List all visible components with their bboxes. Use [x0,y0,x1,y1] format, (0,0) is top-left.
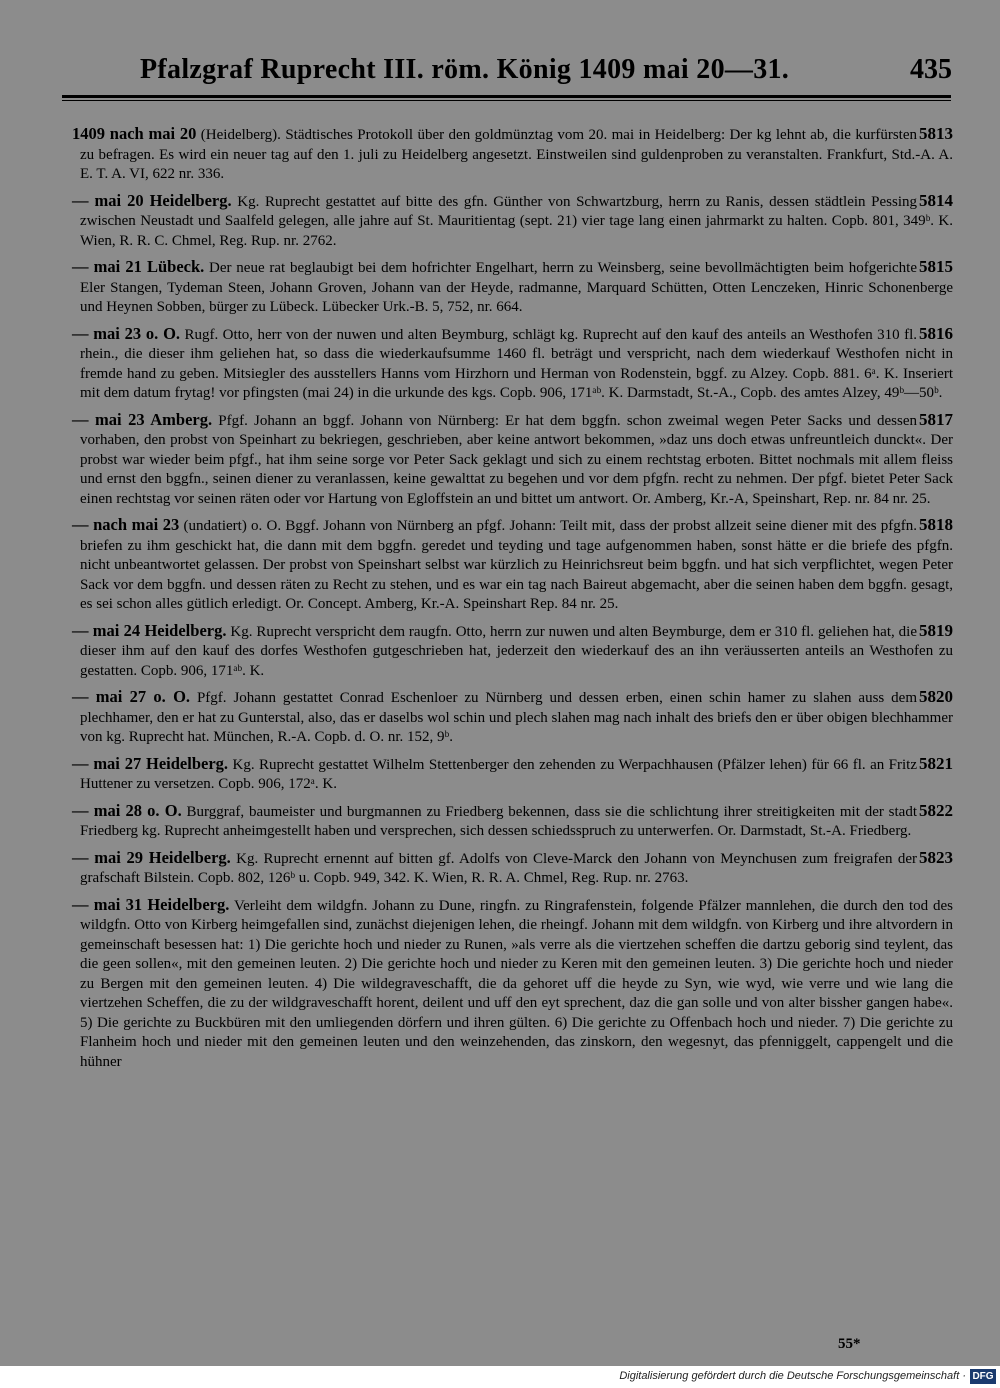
entry-number: 5816 [919,323,953,343]
regest-entry [62,801,953,842]
entry-text: Kg. Ruprecht gestattet auf bitte des gfn. Günther von Schwartzburg, herrn zu Ranis, dessen städtlein Pessing zwischen Neustadt und Saalfeld gelegen, alle jahre auf St. Mauritientag (sept. 21) vier tage lang einen jahrmarkt zu halten. Copb. 801, 349ᵇ. K. Wien, R. R. C. Chmel, Reg. Rup. nr. 2762. [80,193,953,249]
entry-number: 5820 [919,687,953,706]
entry-date-place: — mai 27 Heidelberg. [72,753,229,773]
regest-entry [62,257,953,318]
regest-entry [62,848,953,889]
header-rule-thick [62,95,951,98]
entry-text: Kg. Ruprecht ernennt auf bitten gf. Adolfs von Cleve-Marck den Johann von Meynchusen zum freigrafen der grafschaft Bilstein. Copb. 802, 126ᵇ u. Copb. 949, 342. K. Wien, R. R. A. Chmel, Reg. Rup. nr. 2763. [80,850,917,886]
regest-entry [62,515,953,615]
regest-entry [62,324,953,404]
entry-text: Verleiht dem wildgfn. Johann zu Dune, ringfn. zu Ringrafenstein, folgende Pfälzer mannlehen, die durch den tod des wildgfn. Otto von Kirberg heimgefallen sind, zunächst diejenigen lehen, die rheingf. Johann mit dem wildgfn. von Kirberg und ihre altvordern in gemeinschaft besessen hat: 1) Die gerichte hoch und nieder zu Runen, »als verre als die viertzehen scheffen die dartzu geborig sind teylent, das die geen sollen«, mit den gemeinen leuten. 2) Die gerichte hoch und nieder zu Keren mit den gemeinen leuten. 3) Die gerichte hoch und nieder zu Bergen mit den gemeinen leuten. 4) Die wildegraveschafft, die da gehoret uff die heyde zu Syn, wie wyd, wie verre und wie lang die viertzehen Scheffen, die zu der wildgraveschafft horent, deilent und uff den eyt sprechent, daz die gan solle und von alter bissher gangen habe«. 5) Die gerichte zu Buckbüren mit den umliegenden dörfern und ihren gülten. 6) Die gerichte zu Offenbach hoch und nieder. 7) Die gerichte zu Flanheim hoch und nieder mit den gemeinen leuten und den weinzehenden, das zinskorn, den wegesnyt, das pfenniggelt, cappengelt und die hühner [80,897,953,1070]
regest-entry [62,621,953,682]
regest-list [62,124,953,1078]
entry-text: Pfgf. Johann gestattet Conrad Eschenloer zu Nürnberg und dessen erben, einen schin hamer zu slahen auss dem plechhamer, den er hat zu Gunterstal, also, das er daselbs wol schin und plech slahen mag nach inhalt des briefs den er über obigen blechhammer von kg. Ruprecht hat. München, R.-A. Copb. d. O. nr. 152, 9ᵇ. [80,690,953,745]
entry-date-place: — mai 27 o. O. [72,687,191,706]
entry-number: 5814 [919,190,953,210]
entry-date-place: — mai 21 Lübeck. [72,257,205,276]
entry-number: 5821 [919,753,953,773]
entry-text: (undatiert) o. O. Bggf. Johann von Nürnberg an pfgf. Johann: Teilt mit, dass der probst allzeit seine diener mit des pfgfn. briefen zu ihm geschickt hat, die dann mit dem bggfn. geredet und teyding und tage aufgenommen haben, sonst hätte er die briefe des pfgfn. nicht unbeantwortet gelassen. Der probst von Speinshart selbst war kürzlich zu Heinrichsreut beim bggfn. und hat sich verpflichtet, wegen Peter Sack vor dem bggfn. und dessen räten zu Recht zu stehen, und es war ein tag nach Baireut abgemacht, aber die seinen haben dem bggfn. gesagt, es sei schon alles gütlich erledigt. Or. Concept. Amberg, Kr.-A. Speinshart Rep. 84 nr. 25. [80,518,953,612]
entry-text: (Heidelberg). Städtisches Protokoll über den goldmünztag vom 20. mai in Heidelberg: Der kg lehnt ab, die kurfürsten zu befragen. Es wird ein neuer tag auf den 1. juli zu Heidelberg angesetzt. Einstweilen sind guldenproben zu veranstalten. Frankfurt, Std.-A. A. E. T. A. VI, 622 nr. 336. [80,127,953,182]
entry-date-place: — mai 23 o. O. [72,323,181,343]
footer-credit: Digitalisierung gefördert durch die Deutsche Forschungsgemeinschaft · [619,1370,966,1382]
regest-entry [62,754,953,795]
dfg-logo: DFG [970,1369,996,1384]
entry-text: Kg. Ruprecht verspricht dem raugfn. Otto, herrn zur nuwen und alten Beymburge, dem er 310 fl. geliehen hat, die dieser ihm auf den kauf des dorfes Westhofen gutgeschrieben hat, jederzeit den wiederkauf des an ihn veräusserten anteils an Westhofen zu gestatten. Copb. 906, 171ᵃᵇ. K. [80,623,953,679]
entry-date-place: — mai 20 Heidelberg. [72,190,232,210]
signature-mark: 55* [838,1336,861,1352]
entry-number: 5817 [919,409,953,429]
entry-number: 5815 [919,257,953,276]
entry-number: 5822 [919,800,953,820]
entry-text: Pfgf. Johann an bggf. Johann von Nürnberg: Er hat dem bggfn. schon zweimal wegen Peter Sacks und dessen vorhaben, den probst von Speinhart zu bekriegen, geschrieben, aber keine antwort bekommen, »daz uns doch etwas unfreuntleich dunckt«. Der probst war wieder beim pfgf., hat ihm seine sorge vor Peter Sack geklagt und sich zu einem rechtstag erboten. Bittet nochmals mit allem fleiss und ernst den bggfn., seinen diener zu veranlassen, keine gewalttat zu begehen und vor dem pfgfn. recht zu nehmen. Der pfgf. bietet Peter Sack einen rechtstag vor seinen räten oder vor Hartung von Egloffstein an und bittet um antwort. Or. Amberg, Kr.-A, Speinshart, Rep. nr. 84 nr. 25. [80,412,953,507]
entry-number: 5813 [919,124,953,143]
entry-date-place: — mai 23 Amberg. [72,409,213,429]
entry-number: 5818 [919,515,953,534]
regest-entry [62,687,953,748]
page-header [62,48,952,92]
header-rule-thin [62,100,951,101]
entry-number: 5823 [919,847,953,867]
entry-text: Rugf. Otto, herr von der nuwen und alten Beymburg, schlägt kg. Ruprecht auf den kauf des anteils an Westhofen 310 fl. rhein., die dieser ihm geliehen hat, so dass die wiederkaufsumme 1460 fl. beträgt und verspricht, nach dem wiederkauf Westhofen nicht in fremde hand zu geben. Mitsiegler des ausstellers Hanns vom Hirzhorn und Herman von Rodenstein, bggf. zu Alzey. Copb. 881. 6ᵃ. K. Inseriert mit dem datum frytag! vor pfingsten (mai 24) in die urkunde des kgs. Copb. 906, 171ᵃᵇ. K. Darmstadt, St.-A., Copb. des amtes Alzey, 49ᵇ—50ᵇ. [80,326,953,401]
running-title: Pfalzgraf Ruprecht III. röm. König 1409 mai 20—31. [140,54,790,85]
entry-number: 5819 [919,620,953,640]
page-number: 435 [910,54,952,85]
entry-date-place: — mai 24 Heidelberg. [72,620,227,640]
entry-date-place: 1409 nach mai 20 [72,124,197,143]
footer-bar [0,1366,1000,1388]
entry-text: Kg. Ruprecht gestattet Wilhelm Stettenberger den zehenden zu Werpachhausen (Pfälzer lehen) für 66 fl. an Fritz Huttener zu versetzen. Copb. 906, 172ᵃ. K. [80,756,917,792]
regest-entry [62,124,953,185]
entry-date-place: — mai 28 o. O. [72,800,182,820]
entry-text: Der neue rat beglaubigt bei dem hofrichter Engelhart, herrn zu Weinsberg, seine bevollmächtigten beim hofgerichte Eler Stangen, Tydeman Steen, Johann Groven, Johann van der Heyde, radmanne, Marquard Schütten, Otten Lenczeken, Hinric Schonenberge und Heynen Sobben, bürger zu Lübeck. Lübecker Urk.-B. 5, 752, nr. 664. [80,260,953,315]
entry-date-place: — mai 31 Heidelberg. [72,894,230,914]
regest-entry [62,410,953,510]
entry-text: Burggraf, baumeister und burgmannen zu Friedberg bekennen, dass sie die schlichtung ihrer streitigkeiten mit der stadt Friedberg kg. Ruprecht anheimgestellt haben und versprechen, sich dessen schiedsspruch zu unterwerfen. Or. Darmstadt, St.-A. Friedberg. [80,803,917,839]
regest-entry [62,191,953,252]
regest-entry [62,895,953,1073]
entry-date-place: — nach mai 23 [72,515,180,534]
entry-date-place: — mai 29 Heidelberg. [72,847,231,867]
